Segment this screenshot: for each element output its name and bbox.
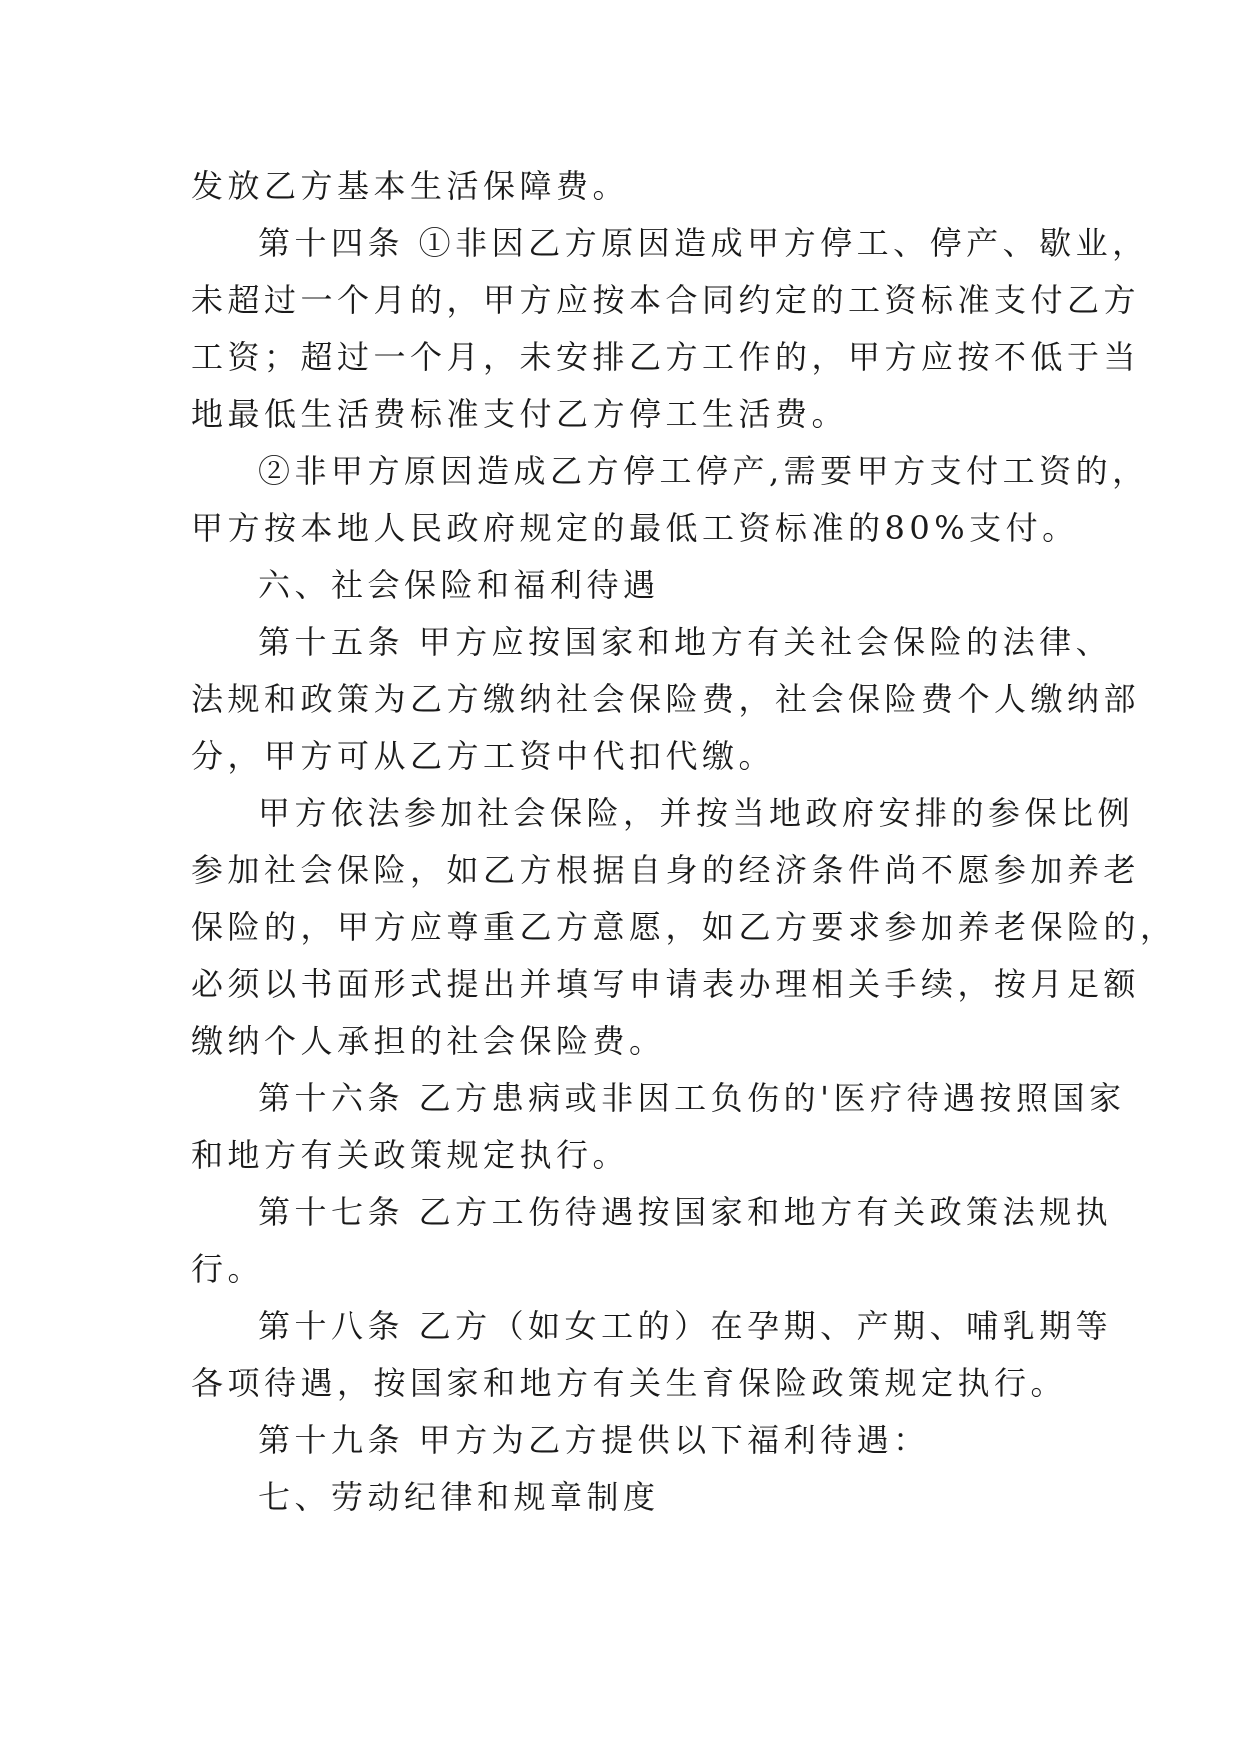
text-line: 各项待遇，按国家和地方有关生育保险政策规定执行。 bbox=[191, 1364, 1068, 1402]
text-line: 必须以书面形式提出并填写申请表办理相关手续，按月足额 bbox=[191, 965, 1141, 1003]
text-line: ②非甲方原因造成乙方停工停产,需要甲方支付工资的， bbox=[258, 452, 1149, 490]
text-line: 甲方依法参加社会保险，并按当地政府安排的参保比例 bbox=[258, 794, 1135, 832]
text-line: 第十六条 乙方患病或非因工负伤的'医疗待遇按照国家 bbox=[258, 1079, 1126, 1117]
text-line: 第十七条 乙方工伤待遇按国家和地方有关政策法规执 bbox=[258, 1193, 1113, 1231]
text-line: 保险的，甲方应尊重乙方意愿，如乙方要求参加养老保险的， bbox=[191, 908, 1177, 946]
text-line: 法规和政策为乙方缴纳社会保险费，社会保险费个人缴纳部 bbox=[191, 680, 1141, 718]
text-line: 第十九条 甲方为乙方提供以下福利待遇： bbox=[258, 1421, 930, 1459]
text-line: 地最低生活费标准支付乙方停工生活费。 bbox=[191, 395, 849, 433]
text-line: 工资；超过一个月，未安排乙方工作的，甲方应按不低于当 bbox=[191, 338, 1141, 376]
section-heading: 六、社会保险和福利待遇 bbox=[258, 566, 660, 604]
text-line: 发放乙方基本生活保障费。 bbox=[191, 167, 630, 205]
text-line: 未超过一个月的，甲方应按本合同约定的工资标准支付乙方 bbox=[191, 281, 1141, 319]
text-line: 参加社会保险，如乙方根据自身的经济条件尚不愿参加养老 bbox=[191, 851, 1141, 889]
text-line: 和地方有关政策规定执行。 bbox=[191, 1136, 630, 1174]
text-line: 行。 bbox=[191, 1250, 265, 1288]
text-line: 第十四条 ①非因乙方原因造成甲方停工、停产、歇业， bbox=[258, 224, 1149, 262]
text-line: 缴纳个人承担的社会保险费。 bbox=[191, 1022, 666, 1060]
section-heading: 七、劳动纪律和规章制度 bbox=[258, 1478, 660, 1516]
text-line: 第十八条 乙方（如女工的）在孕期、产期、哺乳期等 bbox=[258, 1307, 1113, 1345]
text-line: 分，甲方可从乙方工资中代扣代缴。 bbox=[191, 737, 776, 775]
text-line: 第十五条 甲方应按国家和地方有关社会保险的法律、 bbox=[258, 623, 1113, 661]
text-line: 甲方按本地人民政府规定的最低工资标准的80%支付。 bbox=[191, 509, 1079, 547]
